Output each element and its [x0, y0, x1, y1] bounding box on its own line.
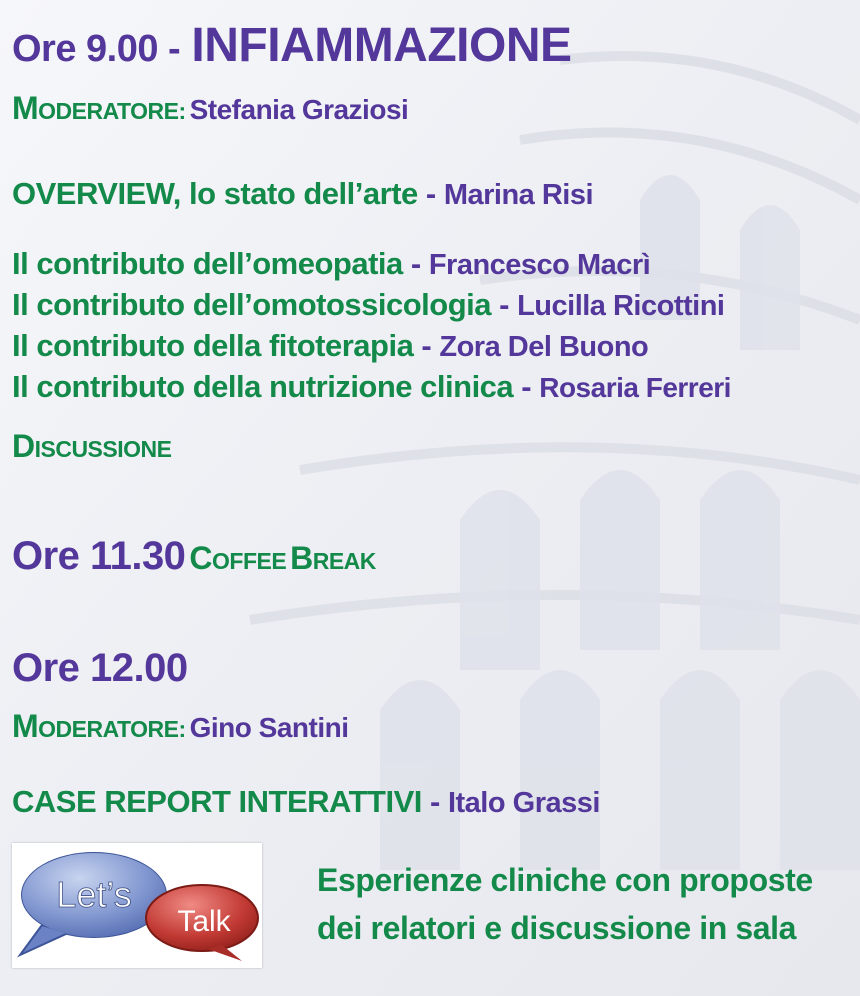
coffee-break-row: [12, 534, 376, 579]
session1-time: Ore 9.00 -: [12, 28, 181, 70]
separator: -: [513, 369, 540, 404]
moderator-name: Gino Santini: [189, 712, 349, 743]
talk-row: [12, 287, 724, 323]
break-label: OFFEE: [212, 548, 287, 574]
break-label: REAK: [312, 548, 376, 574]
separator: -: [421, 784, 448, 819]
discussion-rest: ISCUSSIONE: [34, 436, 172, 462]
talk-topic: Il contributo della fitoterapia: [12, 328, 414, 363]
overview-row: [12, 176, 593, 212]
talk-speaker: Marina Risi: [443, 179, 594, 211]
separator: -: [413, 328, 440, 363]
session1-moderator: [12, 90, 408, 127]
session1-header: [12, 18, 572, 73]
discussion-label: [12, 428, 171, 465]
lets-talk-logo: [12, 843, 262, 968]
session1-title: INFIAMMAZIONE: [191, 19, 572, 72]
caption-line-2: dei relatori e discussione in sala: [317, 910, 797, 946]
talk-speaker: Italo Grassi: [447, 787, 600, 819]
moderator-label-initial: M: [12, 90, 39, 126]
separator: -: [402, 246, 429, 281]
break-label-initial: B: [290, 540, 313, 576]
caption-line-1: Esperienze cliniche con proposte: [317, 862, 813, 898]
moderator-name: Stefania Graziosi: [189, 94, 409, 125]
moderator-label-initial: M: [12, 708, 39, 744]
bubble2-text: Talk: [177, 905, 231, 938]
talk-speaker: Lucilla Ricottini: [517, 290, 725, 322]
discussion-initial: D: [12, 428, 35, 464]
talk-topic: CASE REPORT INTERATTIVI: [12, 784, 422, 819]
break-time: Ore 11.30: [12, 534, 186, 578]
talk-topic: Il contributo della nutrizione clinica: [12, 369, 514, 404]
talk-speaker: Francesco Macrì: [428, 249, 651, 281]
talk-row: [12, 328, 648, 364]
break-label-initial: C: [189, 540, 212, 576]
talk-topic: OVERVIEW, lo stato dell’arte: [12, 176, 418, 211]
moderator-label: ODERATORE:: [38, 98, 186, 124]
separator: -: [417, 176, 444, 211]
session2-moderator: [12, 708, 349, 745]
talk-row: [12, 369, 731, 405]
talk-row: [12, 246, 650, 282]
talk-topic: Il contributo dell’omotossicologia: [12, 287, 492, 322]
talk-speaker: Rosaria Ferreri: [539, 372, 731, 403]
talk-speaker: Zora Del Buono: [439, 331, 649, 363]
moderator-label: ODERATORE:: [38, 716, 186, 742]
talk-topic: Il contributo dell’omeopatia: [12, 246, 403, 281]
separator: -: [491, 287, 518, 322]
case-report-row: [12, 784, 600, 820]
session2-time: Ore 12.00: [12, 646, 188, 690]
bubble1-text: Let’s: [56, 874, 132, 915]
